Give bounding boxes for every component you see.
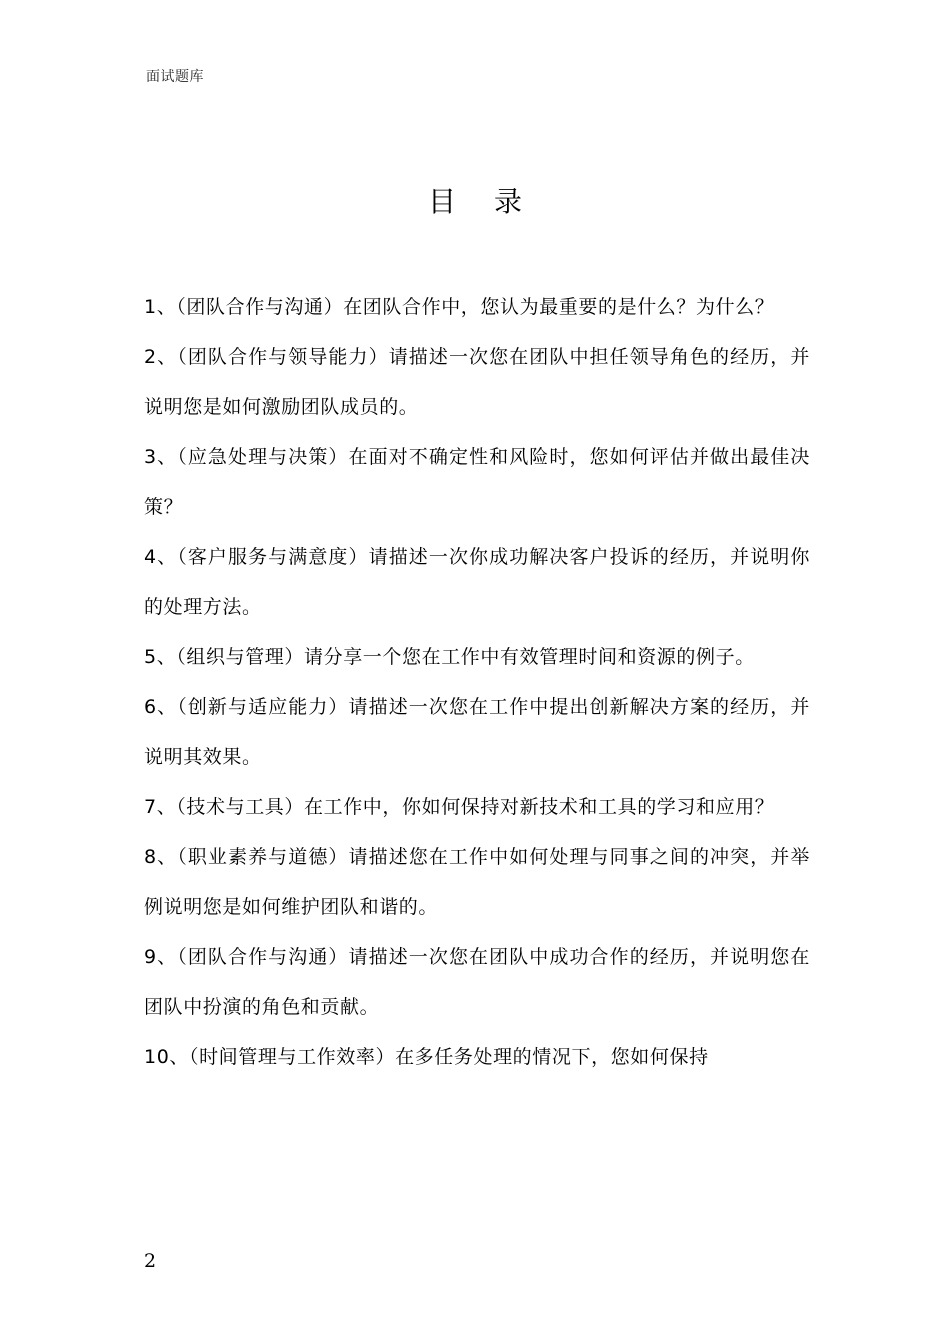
toc-item: 7、（技术与工具）在工作中，你如何保持对新技术和工具的学习和应用？ bbox=[144, 796, 775, 818]
toc-item: 3、（应急处理与决策）在面对不确定性和风险时，您如何评估并做出最佳决策？ bbox=[144, 446, 810, 518]
page-number: 2 bbox=[144, 1250, 157, 1272]
toc-item: 2、（团队合作与领导能力）请描述一次您在团队中担任领导角色的经历，并说明您是如何激励团队成员的。 bbox=[144, 346, 810, 418]
toc-item: 5、（组织与管理）请分享一个您在工作中有效管理时间和资源的例子。 bbox=[144, 646, 755, 668]
toc-item: 8、（职业素养与道德）请描述您在工作中如何处理与同事之间的冲突，并举例说明您是如何维护团队和谐的。 bbox=[144, 846, 810, 918]
toc-item: 4、（客户服务与满意度）请描述一次你成功解决客户投诉的经历，并说明你的处理方法。 bbox=[144, 546, 810, 618]
toc-item: 1、（团队合作与沟通）在团队合作中，您认为最重要的是什么？为什么？ bbox=[144, 296, 775, 318]
toc-item: 9、（团队合作与沟通）请描述一次您在团队中成功合作的经历，并说明您在团队中扮演的角色和贡献。 bbox=[144, 946, 810, 1018]
toc-item: 6、（创新与适应能力）请描述一次您在工作中提出创新解决方案的经历，并说明其效果。 bbox=[144, 696, 810, 768]
page-header: 面试题库 bbox=[146, 69, 204, 85]
table-of-contents bbox=[144, 282, 810, 1082]
page-title: 目录 bbox=[427, 185, 560, 218]
toc-item: 10、（时间管理与工作效率）在多任务处理的情况下，您如何保持 bbox=[144, 1046, 709, 1068]
